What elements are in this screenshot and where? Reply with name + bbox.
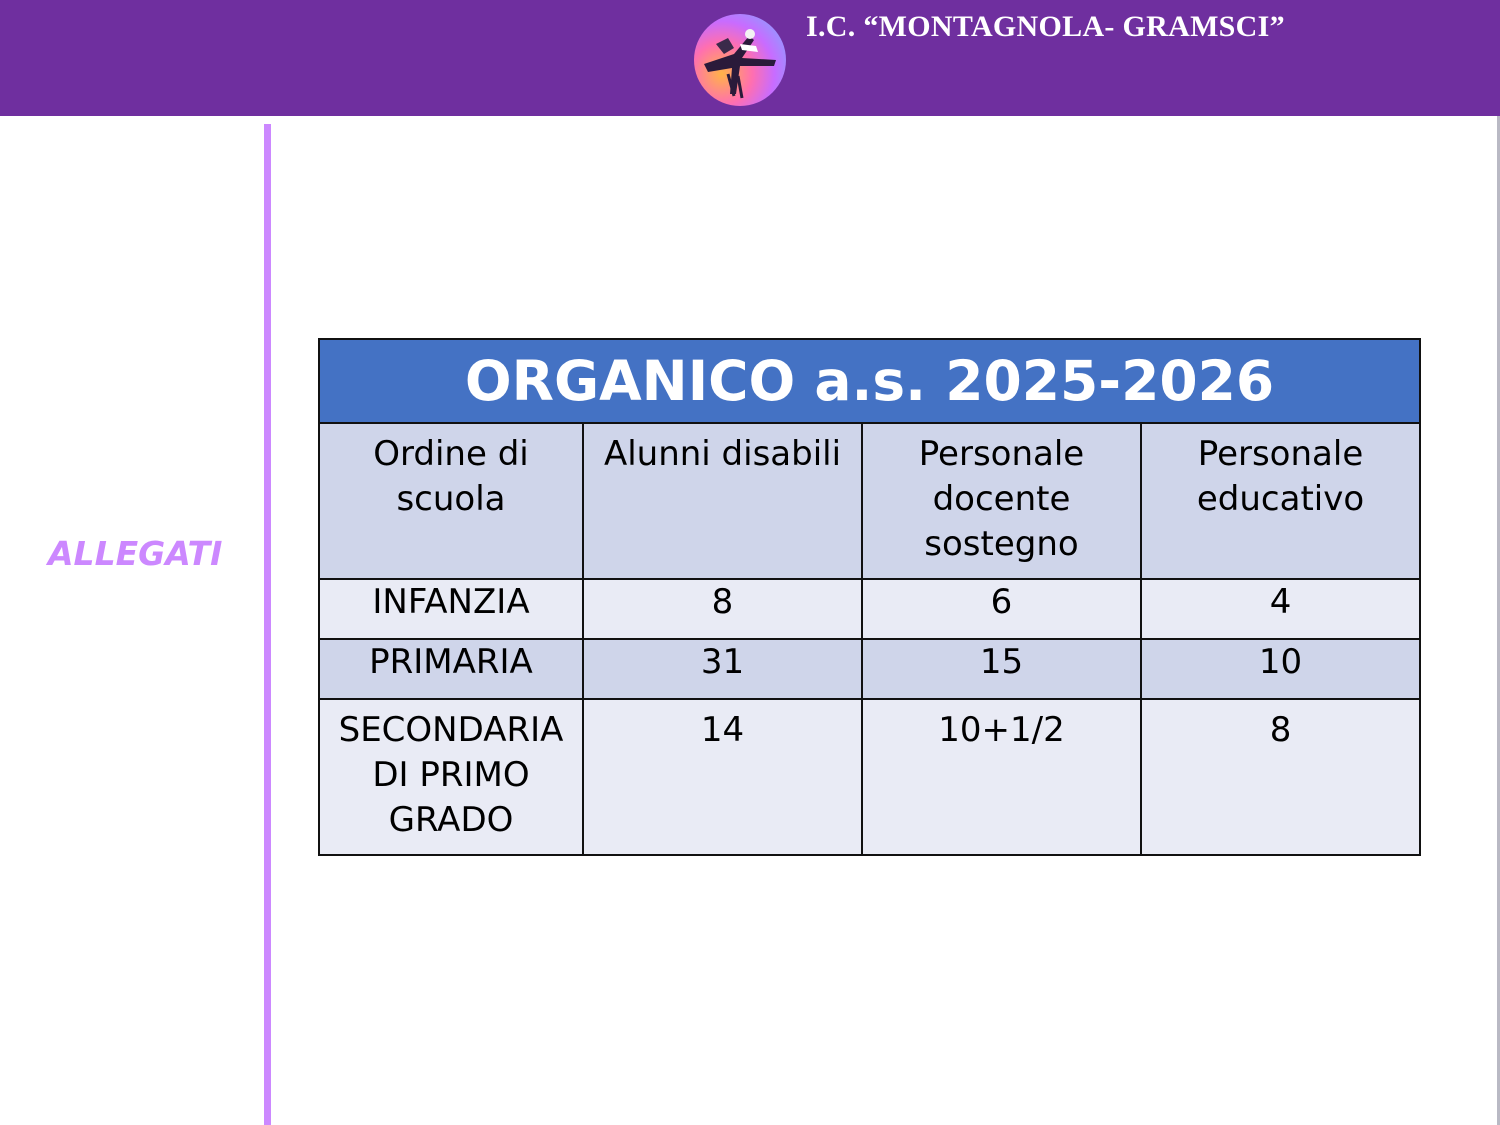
cell-docenti: 15	[862, 639, 1141, 699]
cell-alunni: 31	[583, 639, 862, 699]
header-educativo	[1141, 423, 1420, 579]
header-educativo-line1: Personale	[1197, 434, 1364, 474]
header-docenti	[862, 423, 1141, 579]
school-logo	[694, 14, 786, 106]
cell-educativo: 10	[1141, 639, 1420, 699]
table-title-row	[319, 339, 1420, 423]
header-ordine-line2: scuola	[396, 479, 506, 519]
table-row	[319, 699, 1420, 855]
header-ordine	[319, 423, 583, 579]
header-alunni	[583, 423, 862, 579]
organico-table	[318, 338, 1421, 856]
vertical-divider	[264, 124, 271, 1125]
cell-docenti: 6	[862, 579, 1141, 639]
table-title: ORGANICO a.s. 2025-2026	[319, 339, 1420, 423]
cell-ordine-line2: DI PRIMO	[372, 755, 530, 795]
table-header-row	[319, 423, 1420, 579]
cell-ordine	[319, 699, 583, 855]
cell-alunni: 8	[583, 579, 862, 639]
header-docenti-line3: sostegno	[924, 524, 1079, 564]
logo-figures-icon	[694, 14, 786, 106]
table-row	[319, 639, 1420, 699]
header-alunni-label: Alunni disabili	[603, 434, 842, 474]
section-label-allegati[interactable]: ALLEGATI	[48, 534, 223, 573]
header-docenti-line1: Personale	[918, 434, 1085, 474]
cell-alunni: 14	[583, 699, 862, 855]
cell-educativo: 8	[1141, 699, 1420, 855]
cell-educativo: 4	[1141, 579, 1420, 639]
cell-docenti: 10+1/2	[862, 699, 1141, 855]
table-row	[319, 579, 1420, 639]
cell-ordine: INFANZIA	[319, 579, 583, 639]
cell-ordine-line3: GRADO	[388, 800, 514, 840]
header-educativo-line2: educativo	[1196, 479, 1365, 519]
cell-ordine-line1: SECONDARIA	[338, 710, 564, 750]
school-name: I.C. “MONTAGNOLA- GRAMSCI”	[806, 10, 1285, 43]
cell-ordine: PRIMARIA	[319, 639, 583, 699]
header-ordine-line1: Ordine di	[373, 434, 529, 474]
header-docenti-line2: docente	[932, 479, 1071, 519]
